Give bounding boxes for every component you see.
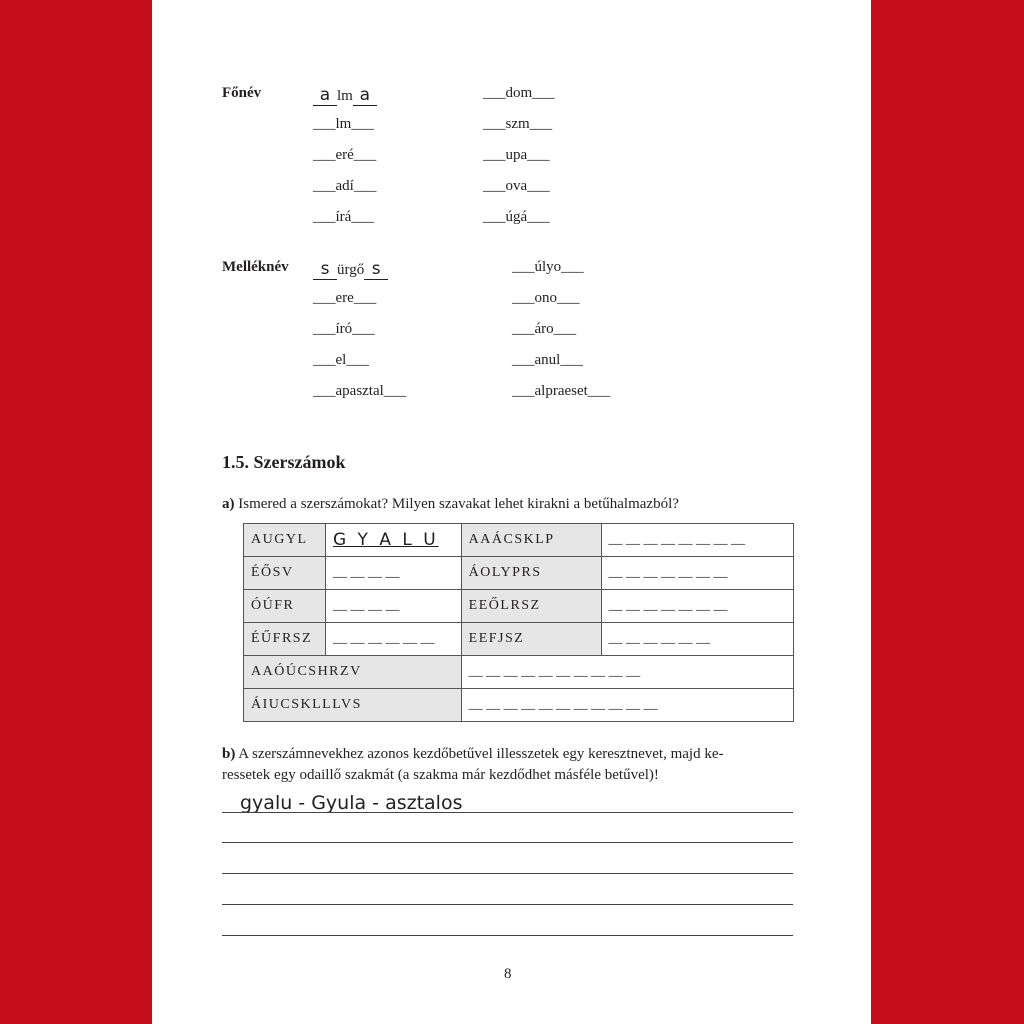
melleknev-col1-item: ___ere___ xyxy=(313,290,377,306)
task-a-text: Ismered a szerszámokat? Milyen szavakat lehet kirakni a betűhalmazból? xyxy=(234,496,679,512)
task-a-marker: a) xyxy=(222,496,235,512)
fonev-col2-item: ___ova___ xyxy=(483,178,550,194)
task-b-text-line2: ressetek egy odaillő szakmát (a szakma már kezdődhet másféle betűvel)! xyxy=(222,767,659,783)
melleknev-col1-item: ___író___ xyxy=(313,321,375,337)
letter-scramble-table xyxy=(243,523,794,722)
answer-blanks[interactable]: __ __ __ __ xyxy=(325,557,461,590)
answer-blanks[interactable]: __ __ __ __ __ __ xyxy=(601,623,793,656)
answer-blanks[interactable]: __ __ __ __ __ __ __ __ xyxy=(601,524,793,557)
handwritten-answer: G Y A L U xyxy=(332,530,439,550)
fonev-col1-item: ___lm___ xyxy=(313,116,374,132)
fonev-col2-item: ___úgá___ xyxy=(483,209,550,225)
table-row xyxy=(244,590,794,623)
melleknev-col1-item: ___el___ xyxy=(313,352,369,368)
scramble-letters: ÁIUCSKLLLVS xyxy=(244,689,462,722)
writing-line[interactable] xyxy=(222,935,793,936)
task-b-marker: b) xyxy=(222,746,236,762)
fonev-col1-item: ___eré___ xyxy=(313,147,377,163)
writing-line[interactable] xyxy=(222,842,793,843)
writing-line[interactable] xyxy=(222,812,793,813)
answer-blanks[interactable]: __ __ __ __ xyxy=(325,590,461,623)
table-row xyxy=(244,689,794,722)
fonev-col2-item: ___upa___ xyxy=(483,147,550,163)
task-b-instruction xyxy=(222,744,723,786)
table-row xyxy=(244,623,794,656)
task-b-line1 xyxy=(222,744,723,765)
workbook-page xyxy=(152,0,871,1024)
melleknev-col1-item: ___apasztal___ xyxy=(313,383,407,399)
table-row xyxy=(244,656,794,689)
page-number: 8 xyxy=(504,966,512,982)
answer-blanks[interactable]: __ __ __ __ __ __ __ xyxy=(601,557,793,590)
melleknev-example xyxy=(313,259,388,280)
melleknev-example-middle: ürgő xyxy=(337,262,365,278)
table-row xyxy=(244,524,794,557)
writing-line[interactable] xyxy=(222,873,793,874)
task-b-text-line1: A szerszámnevekhez azonos kezdőbetűvel illesszetek egy keresztnevet, majd ke- xyxy=(235,746,724,762)
fonev-col2-item: ___dom___ xyxy=(483,85,555,101)
fonev-example-prefix: a xyxy=(319,85,331,105)
answer-blanks[interactable]: __ __ __ __ __ __ xyxy=(325,623,461,656)
answer-blanks[interactable]: __ __ __ __ __ __ __ __ __ __ __ xyxy=(461,689,793,722)
scramble-letters: ÁOLYPRS xyxy=(461,557,601,590)
scramble-letters: AAÁCSKLP xyxy=(461,524,601,557)
scramble-letters: ÉŐSV xyxy=(244,557,326,590)
task-a-instruction xyxy=(222,494,679,515)
melleknev-col2-item: ___alpraeset___ xyxy=(512,383,611,399)
scramble-letters: EEFJSZ xyxy=(461,623,601,656)
fonev-col1-item: ___adí___ xyxy=(313,178,377,194)
melleknev-col2-item: ___anul___ xyxy=(512,352,583,368)
answer-cell[interactable] xyxy=(325,524,461,557)
melleknev-example-prefix: s xyxy=(320,259,330,279)
scramble-letters: ÉŰFRSZ xyxy=(244,623,326,656)
scramble-letters: AAÓÚCSHRZV xyxy=(244,656,462,689)
melleknev-col2-item: ___úlyo___ xyxy=(512,259,584,275)
table-row xyxy=(244,557,794,590)
section-title: 1.5. Szerszámok xyxy=(222,452,346,472)
answer-blanks[interactable]: __ __ __ __ __ __ __ xyxy=(601,590,793,623)
melleknev-col2-item: ___áro___ xyxy=(512,321,577,337)
fonev-col1-item: ___írá___ xyxy=(313,209,374,225)
handwritten-answer-line: gyalu - Gyula - asztalos xyxy=(240,792,463,814)
melleknev-col2-item: ___ono___ xyxy=(512,290,580,306)
fonev-label: Főnév xyxy=(222,85,262,101)
scramble-letters: ÓÚFR xyxy=(244,590,326,623)
fonev-example xyxy=(313,85,377,106)
answer-blanks[interactable]: __ __ __ __ __ __ __ __ __ __ xyxy=(461,656,793,689)
scramble-letters: EEŐLRSZ xyxy=(461,590,601,623)
melleknev-example-suffix: s xyxy=(371,259,381,279)
fonev-example-middle: lm xyxy=(337,88,353,104)
scramble-letters: AUGYL xyxy=(244,524,326,557)
fonev-example-suffix: a xyxy=(359,85,371,105)
fonev-col2-item: ___szm___ xyxy=(483,116,553,132)
melleknev-label: Melléknév xyxy=(222,259,289,275)
writing-line[interactable] xyxy=(222,904,793,905)
